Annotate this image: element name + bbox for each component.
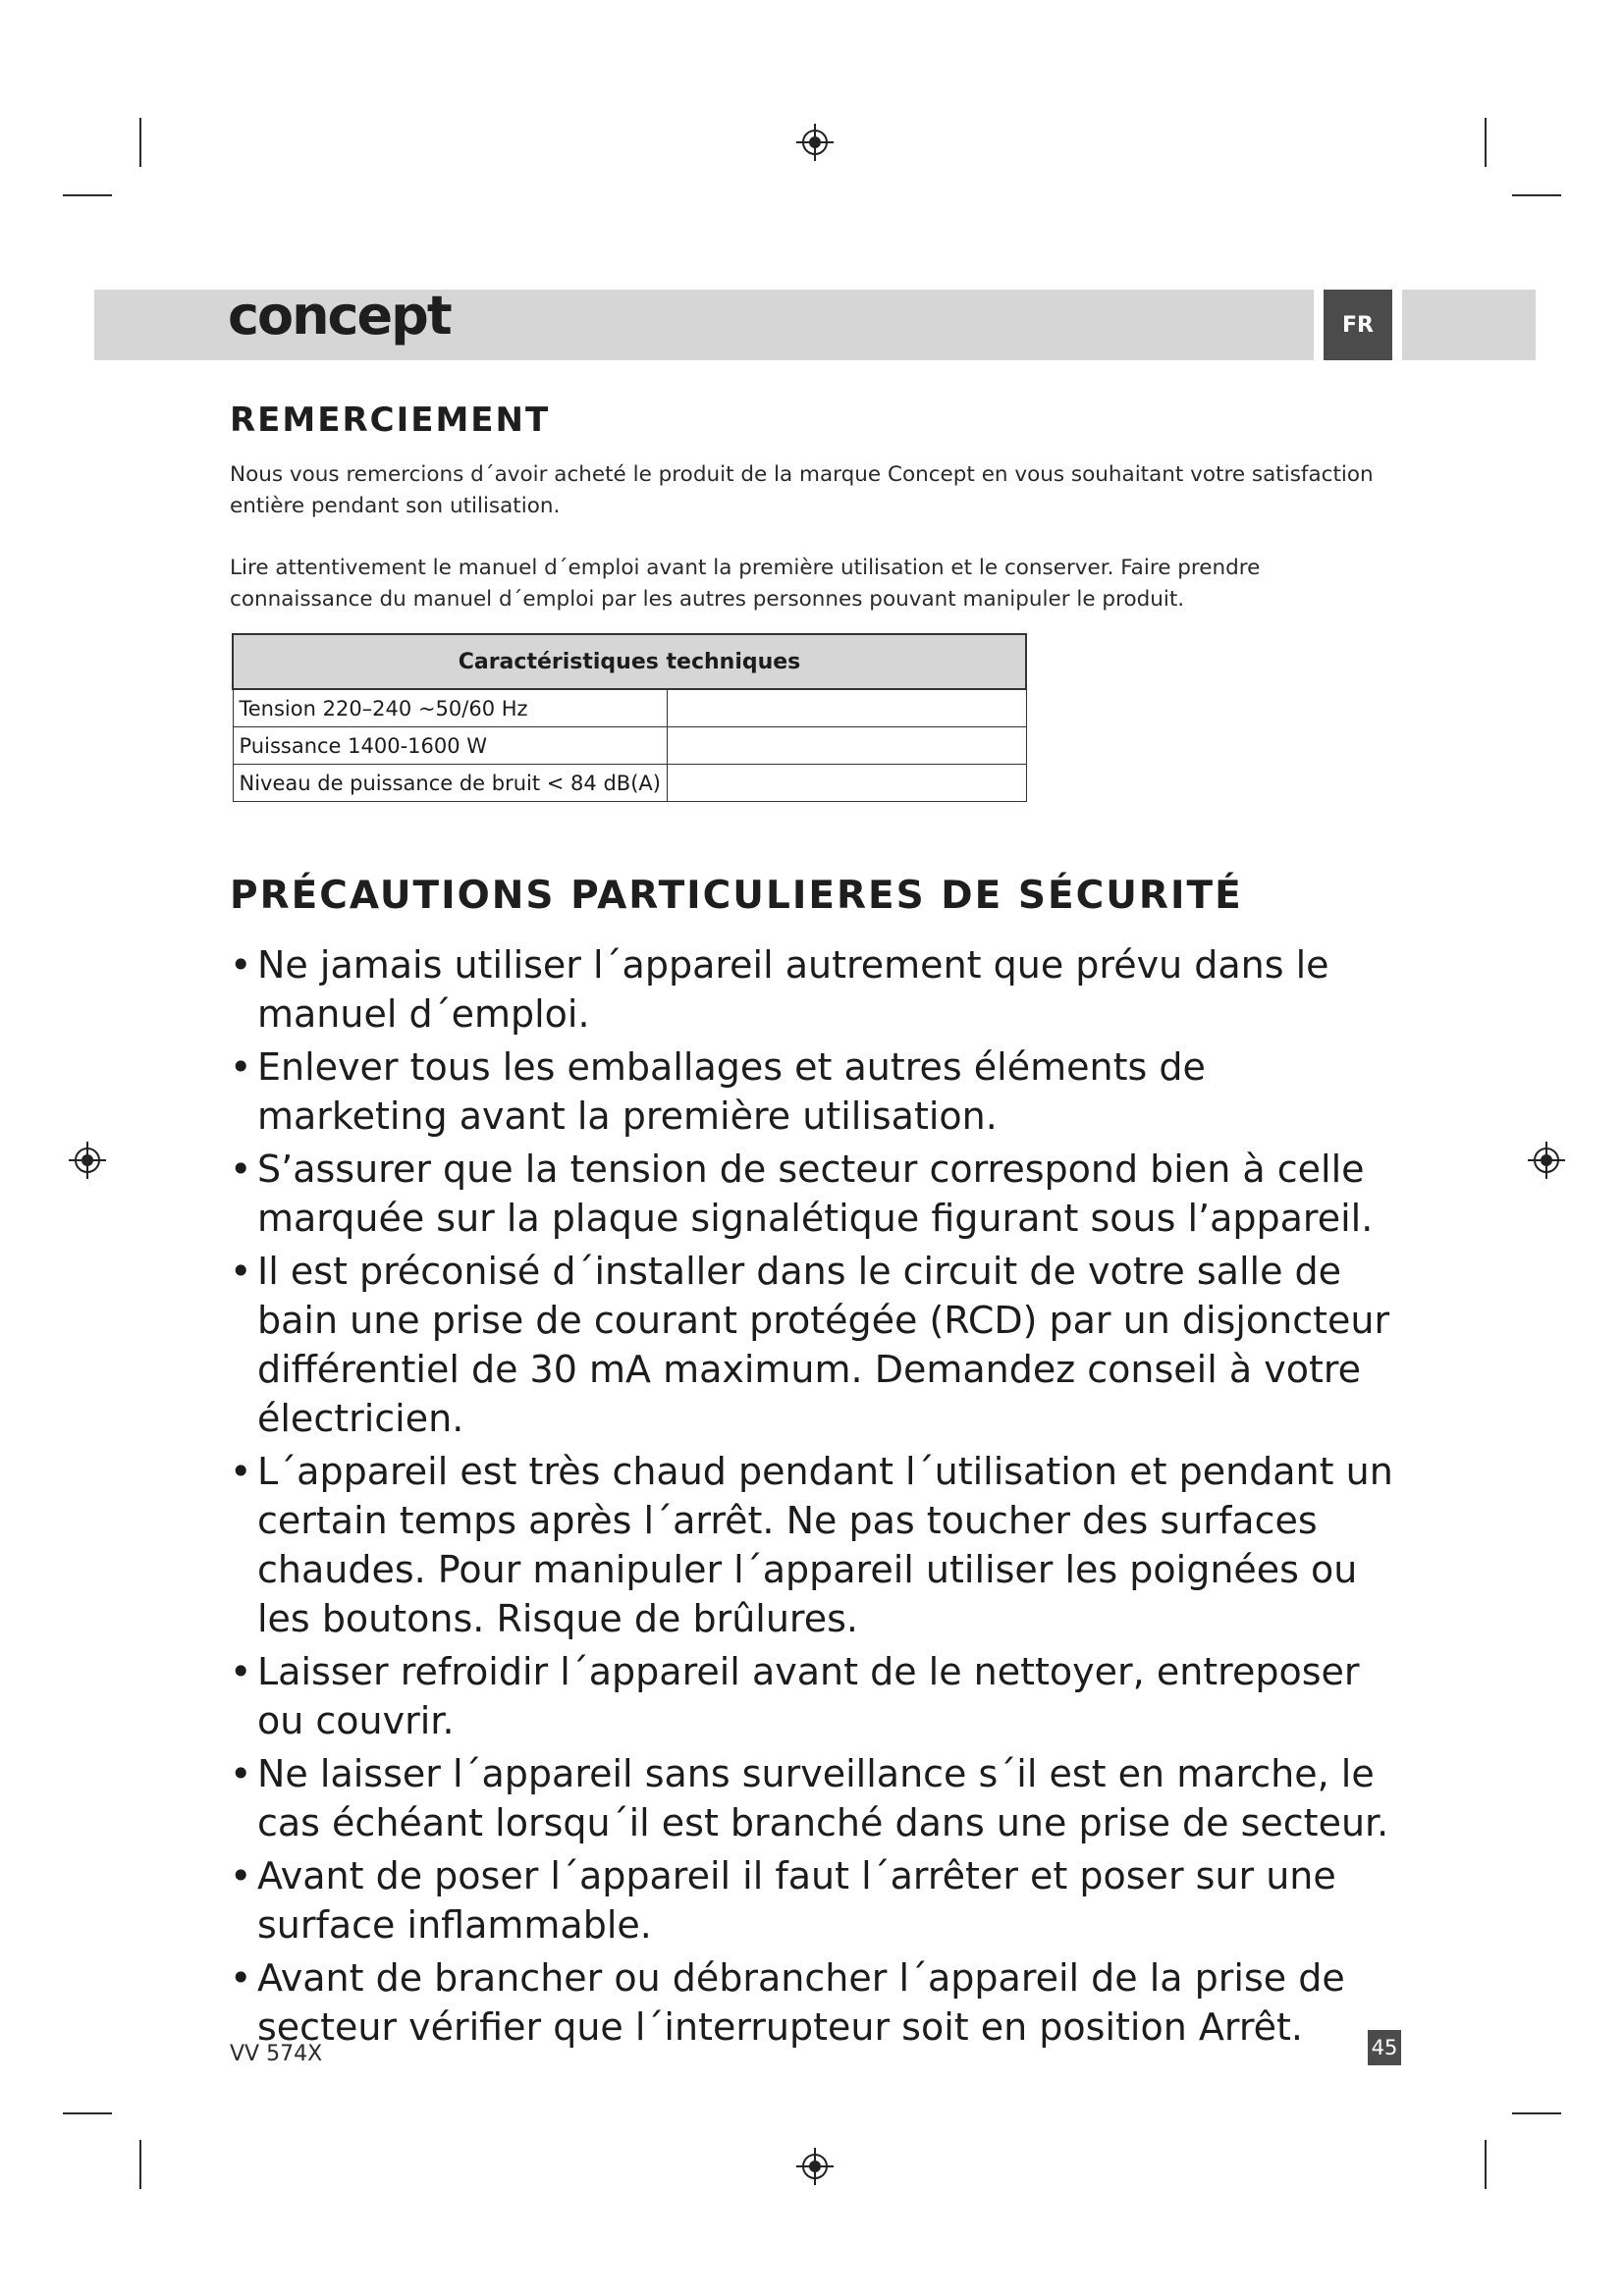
crop-mark (1485, 118, 1487, 167)
registration-mark-icon (1528, 1142, 1565, 1179)
registration-mark-icon (796, 2148, 834, 2185)
safety-list (228, 940, 1406, 2056)
list-item-text: Avant de poser l´appareil il faut l´arrêter et poser sur une surface inflammable. (257, 1854, 1336, 1947)
instructions-paragraph: Lire attentivement le manuel d´emploi avant la première utilisation et le conserver. Faire prendre connaissance du manuel d´emploi par les autres personnes pouvant manipuler le produit. (230, 556, 1261, 612)
crop-mark (63, 2112, 112, 2114)
list-item-text: Il est préconisé d´installer dans le circuit de votre salle de bain une prise de courant protégée (RCD) par un disjoncteur différentiel de 30 mA maximum. Demandez conseil à votre électricien. (257, 1250, 1390, 1440)
spec-cell (667, 689, 1026, 727)
table-row (233, 689, 1026, 727)
list-item (228, 1447, 1406, 1643)
model-number: VV 574X (230, 2042, 323, 2066)
bullet: • (230, 1045, 252, 1089)
bullet: • (230, 1650, 252, 1693)
header-divider (1314, 290, 1324, 360)
bullet: • (230, 1250, 252, 1293)
spec-cell: Niveau de puissance de bruit < 84 dB(A) (233, 765, 667, 802)
bullet: • (230, 1752, 252, 1795)
bullet: • (230, 1956, 252, 2000)
spec-table (232, 633, 1027, 802)
list-item (228, 1953, 1406, 2052)
list-item (228, 1247, 1406, 1443)
spec-cell (667, 765, 1026, 802)
list-item (228, 1042, 1406, 1141)
brand-logo: concept (228, 285, 451, 347)
list-item (228, 1145, 1406, 1243)
crop-mark (1512, 2112, 1561, 2114)
section-title-safety: PRÉCAUTIONS PARTICULIERES DE SÉCURITÉ (230, 874, 1243, 918)
list-item (228, 940, 1406, 1039)
list-item-text: Ne jamais utiliser l´appareil autrement que prévu dans le manuel d´emploi. (257, 943, 1329, 1036)
bullet: • (230, 1450, 252, 1493)
spec-cell: Tension 220–240 ~50/60 Hz (233, 689, 667, 727)
list-item-text: L´appareil est très chaud pendant l´utilisation et pendant un certain temps après l´arrêt. Ne pas toucher des surfaces chaudes. Pour manipuler l´appareil utiliser les poignées ou les boutons. Risque de brûlures. (257, 1450, 1393, 1640)
list-item-text: S’assurer que la tension de secteur correspond bien à celle marquée sur la plaque signalétique figurant sous l’appareil. (257, 1148, 1374, 1240)
spec-cell (667, 727, 1026, 765)
thanks-paragraph: Nous vous remercions d´avoir acheté le produit de la marque Concept en vous souhaitant votre satisfaction entière pendant son utilisation. (230, 462, 1374, 518)
registration-mark-icon (796, 124, 834, 161)
list-item-text: Enlever tous les emballages et autres éléments de marketing avant la première utilisation. (257, 1045, 1206, 1138)
list-item-text: Avant de brancher ou débrancher l´appareil de la prise de secteur vérifier que l´interrupteur soit en position Arrêt. (257, 1956, 1345, 2049)
bullet: • (230, 1148, 252, 1191)
table-row (233, 765, 1026, 802)
bullet: • (230, 1854, 252, 1897)
crop-mark (1512, 194, 1561, 196)
list-item (228, 1851, 1406, 1949)
list-item (228, 1749, 1406, 1847)
list-item-text: Laisser refroidir l´appareil avant de le nettoyer, entreposer ou couvrir. (257, 1650, 1360, 1742)
bullet: • (230, 943, 252, 987)
header-divider (1392, 290, 1402, 360)
language-badge: FR (1324, 290, 1392, 360)
list-item-text: Ne laisser l´appareil sans surveillance s´il est en marche, le cas échéant lorsqu´il est branché dans une prise de secteur. (257, 1752, 1389, 1844)
list-item (228, 1647, 1406, 1745)
crop-mark (1485, 2140, 1487, 2189)
spec-cell: Puissance 1400-1600 W (233, 727, 667, 765)
crop-mark (63, 194, 112, 196)
table-row (233, 727, 1026, 765)
crop-mark (139, 118, 141, 167)
page-number: 45 (1368, 2030, 1401, 2065)
spec-table-header: Caractéristiques techniques (233, 634, 1026, 689)
registration-mark-icon (69, 1142, 106, 1179)
section-title-thanks: REMERCIEMENT (230, 400, 551, 440)
crop-mark (139, 2140, 141, 2189)
